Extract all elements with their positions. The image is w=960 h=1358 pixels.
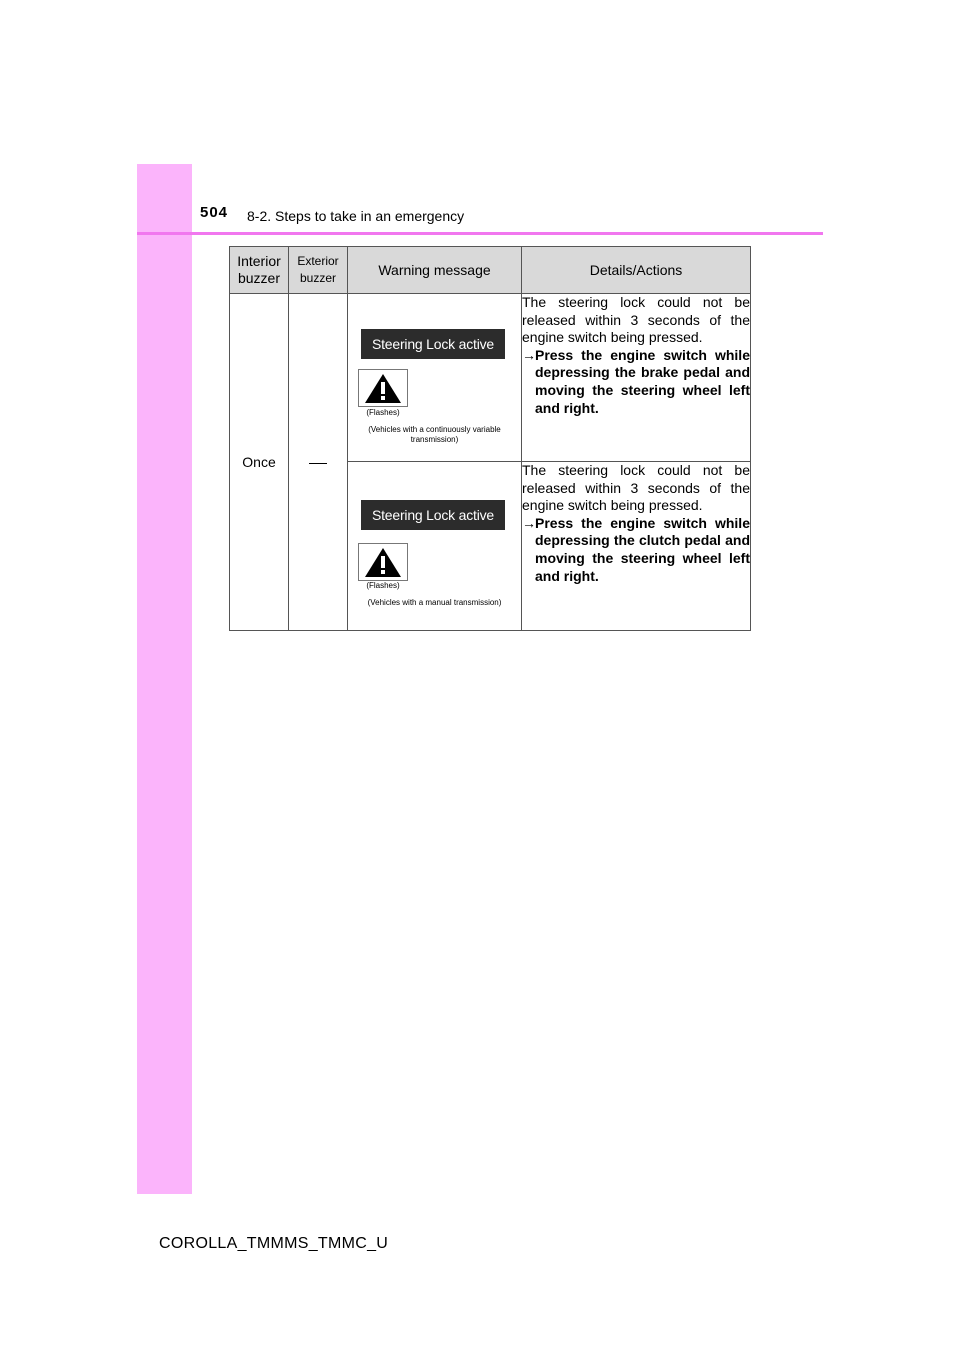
warning-message-cell (348, 294, 522, 462)
action-instruction (522, 515, 750, 585)
warning-triangle-icon (358, 543, 408, 581)
page-number: 504 (200, 204, 229, 221)
details-cell (522, 462, 751, 631)
warning-table (229, 246, 751, 631)
header-details-actions: Details/Actions (522, 247, 751, 294)
table-row (230, 294, 751, 462)
exterior-buzzer-cell (289, 294, 348, 631)
none-dash (309, 463, 327, 464)
action-instruction (522, 347, 750, 417)
arrow-icon: → (522, 346, 536, 363)
warning-message-cell (348, 462, 522, 631)
interior-buzzer-cell: Once (230, 294, 289, 631)
header-rule (137, 232, 823, 235)
steering-lock-display: Steering Lock active (361, 329, 505, 359)
details-cell (522, 294, 751, 462)
steering-lock-display: Steering Lock active (361, 500, 505, 530)
header-exterior-buzzer: Exterior buzzer (289, 247, 348, 294)
vehicle-note: (Vehicles with a manual transmission) (367, 598, 502, 607)
side-tab-bar (137, 164, 192, 1194)
flashes-label: (Flashes) (366, 581, 400, 590)
document-code: COROLLA_TMMMS_TMMC_U (159, 1235, 389, 1252)
warning-triangle-icon (358, 369, 408, 407)
header-interior-buzzer: Interior buzzer (230, 247, 289, 294)
vehicle-note: (Vehicles with a continuously variable transmission) (368, 425, 501, 444)
flashes-label: (Flashes) (366, 408, 400, 417)
action-text: Press the engine switch while depressing the brake pedal and moving the steering wheel left and right. (535, 346, 750, 416)
details-text: The steering lock could not be released within 3 seconds of the engine switch being pressed. (522, 294, 750, 346)
header-warning-message: Warning message (348, 247, 522, 294)
arrow-icon: → (522, 514, 536, 531)
table-header-row (230, 247, 751, 294)
details-text: The steering lock could not be released within 3 seconds of the engine switch being pressed. (522, 462, 750, 514)
section-title: 8-2. Steps to take in an emergency (247, 208, 465, 224)
action-text: Press the engine switch while depressing the clutch pedal and moving the steering wheel left and right. (535, 514, 750, 584)
